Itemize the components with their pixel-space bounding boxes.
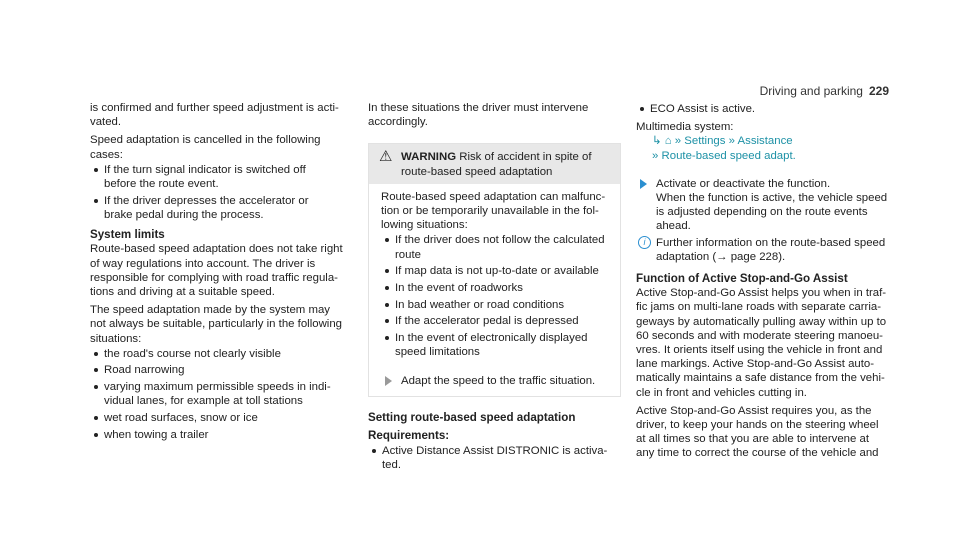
- text-line: The speed adaptation made by the system may: [90, 304, 330, 317]
- text-line: is confirmed and further speed adjustment is acti-: [90, 102, 339, 114]
- text-line: cases:: [90, 148, 123, 161]
- text-line: Further information on the route-based speed: [656, 236, 886, 249]
- text-line: driver, to keep your hands on the steering wheel: [636, 419, 879, 432]
- list-item: [381, 264, 610, 278]
- action-step: [636, 177, 898, 234]
- text-line: responsible for complying with road traffic regula-: [90, 271, 338, 284]
- list-item: [381, 314, 610, 328]
- text-line: In bad weather or road conditions: [395, 298, 565, 311]
- menu-settings[interactable]: Settings: [684, 135, 726, 148]
- text-line: vidual lanes, for example at toll stations: [104, 395, 303, 408]
- text-line: the road's course not clearly visible: [104, 347, 281, 360]
- heading-requirements: Requirements:: [368, 428, 450, 442]
- heading-function: Function of Active Stop-and-Go Assist: [636, 272, 848, 286]
- cancel-list: [90, 163, 352, 222]
- list-item: [636, 102, 898, 116]
- paragraph-confirm: [90, 101, 352, 129]
- paragraph-function: [636, 286, 898, 400]
- text-line: ECO Assist is active.: [650, 103, 756, 115]
- section-title: Driving and parking: [759, 84, 863, 98]
- text-line: lane markings. Active Stop-and-Go Assist auto-: [636, 358, 875, 371]
- text-line: speed limitations: [395, 346, 480, 359]
- action-result: [656, 191, 898, 234]
- text-line: any time to correct the course of the vehicle and: [636, 447, 879, 460]
- note-text: [656, 236, 898, 264]
- text-line: geways by automatically pulling away within up to: [636, 315, 887, 328]
- text-line: If the accelerator pedal is depressed: [395, 315, 579, 328]
- text-line: ted.: [382, 459, 401, 472]
- requirements-list-cont: [636, 102, 898, 116]
- home-icon[interactable]: ⌂: [664, 135, 672, 148]
- chevron-icon: »: [652, 149, 659, 162]
- text-line: of way regulations into account. The driver is: [90, 257, 316, 270]
- paragraph-limits-2: [90, 303, 352, 346]
- list-item: [90, 347, 352, 361]
- heading-system-limits: System limits: [90, 228, 165, 242]
- text-line: cle in front and vehicles cutting in.: [636, 386, 807, 399]
- text-line: matically maintains a safe distance from the vehi-: [636, 372, 885, 385]
- list-item: [381, 331, 610, 359]
- text-line: is adjusted depending on the route events: [656, 206, 868, 219]
- paragraph-cancel: [90, 133, 352, 161]
- warning-action: [381, 374, 610, 388]
- situations-list: [90, 347, 352, 442]
- warning-header: [369, 144, 620, 183]
- text-line: Activate or deactivate the function.: [656, 177, 831, 190]
- text-line: If the driver does not follow the calculated: [395, 234, 605, 247]
- warning-triangle-icon: ⚠: [379, 148, 393, 166]
- list-item: [90, 163, 352, 191]
- column-2: [368, 101, 621, 475]
- multimedia-label: Multimedia system:: [636, 121, 734, 134]
- list-item: [90, 363, 352, 377]
- text-line: vated.: [90, 116, 122, 129]
- text-line: adaptation (→ page 228).: [656, 250, 786, 263]
- page-number: 229: [868, 84, 889, 98]
- text-line: Active Distance Assist DISTRONIC is activa-: [382, 445, 608, 458]
- text-line: In the event of roadworks: [395, 282, 523, 295]
- warning-label: WARNING: [401, 151, 457, 164]
- action-arrow-icon: [640, 179, 647, 189]
- list-item: [90, 428, 352, 442]
- requirements-list: [368, 444, 621, 472]
- warning-box: [368, 143, 621, 396]
- paragraph-intro: [368, 101, 621, 129]
- chevron-icon: »: [728, 135, 735, 148]
- menu-path: [636, 134, 898, 162]
- text-line: not always be suitable, particularly in the following: [90, 318, 342, 331]
- text-line: In these situations the driver must intervene: [368, 102, 589, 114]
- list-item: [90, 411, 352, 425]
- text-line: Active Stop-and-Go Assist requires you, as the: [636, 404, 872, 417]
- text-line: accordingly.: [368, 116, 428, 129]
- text-line: Speed adaptation is cancelled in the following: [90, 134, 321, 147]
- text-line: varying maximum permissible speeds in indi-: [104, 381, 331, 394]
- info-note: [636, 236, 898, 264]
- action-text: [656, 177, 898, 191]
- action-arrow-icon: [385, 376, 392, 386]
- list-item: [381, 298, 610, 312]
- text-line: Route-based speed adaptation can malfunc-: [381, 190, 606, 203]
- warning-body: [369, 184, 620, 396]
- warning-title-line2: route-based speed adaptation: [401, 165, 553, 178]
- column-1: [90, 101, 352, 444]
- page-header: [760, 84, 889, 98]
- list-item: [90, 380, 352, 408]
- text-line: fic jams on multi-lane roads with separate carria-: [636, 301, 881, 314]
- menu-route-based[interactable]: Route-based speed adapt.: [661, 149, 796, 162]
- text-line: at all times so that you are able to intervene at: [636, 433, 870, 446]
- column-3: [636, 101, 898, 461]
- text-line: Active Stop-and-Go Assist helps you when in traf-: [636, 287, 887, 300]
- text-line: If the driver depresses the accelerator or: [104, 194, 309, 207]
- text-line: If map data is not up-to-date or available: [395, 265, 599, 278]
- text-line: tion or be temporarily unavailable in the fol-: [381, 205, 599, 218]
- heading-setting: Setting route-based speed adaptation: [368, 410, 576, 424]
- warning-title: Risk of accident in spite of: [456, 151, 592, 164]
- text-line: lowing situations:: [381, 219, 468, 232]
- list-item: [381, 233, 610, 261]
- info-icon: i: [638, 236, 651, 249]
- list-item: [90, 194, 352, 222]
- warning-text: [381, 190, 610, 233]
- warning-action-text: Adapt the speed to the traffic situation.: [401, 374, 596, 387]
- text-line: If the turn signal indicator is switched off: [104, 163, 306, 176]
- text-line: ahead.: [656, 220, 691, 233]
- text-line: route: [395, 248, 421, 261]
- chevron-icon: »: [674, 135, 682, 148]
- text-line: 60 seconds and with moderate steering manoeu-: [636, 329, 883, 342]
- list-item: [368, 444, 621, 472]
- menu-assistance[interactable]: Assistance: [737, 135, 793, 148]
- paragraph-limits: [90, 242, 352, 299]
- text-line: Road narrowing: [104, 364, 185, 377]
- text-line: when towing a trailer: [104, 428, 209, 441]
- warning-list: [381, 233, 610, 359]
- text-line: before the route event.: [104, 178, 219, 191]
- text-line: vres. It orients itself using the vehicle in front and: [636, 344, 883, 357]
- text-line: Route-based speed adaptation does not take right: [90, 243, 343, 256]
- text-line: When the function is active, the vehicle speed: [656, 192, 888, 205]
- text-line: brake pedal during the process.: [104, 208, 264, 221]
- paragraph-function-2: [636, 404, 898, 461]
- list-item: [381, 281, 610, 295]
- text-line: wet road surfaces, snow or ice: [104, 412, 258, 425]
- text-line: tions and driving at a suitable speed.: [90, 285, 275, 298]
- enter-arrow-icon: ↳: [652, 135, 662, 148]
- text-line: situations:: [90, 332, 142, 345]
- text-line: In the event of electronically displayed: [395, 332, 588, 345]
